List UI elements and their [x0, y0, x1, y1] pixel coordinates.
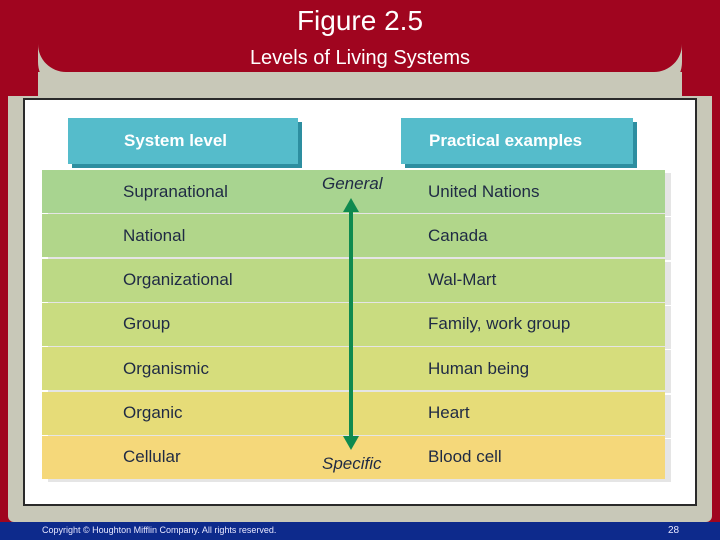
practical-example-cell: Family, work group — [428, 314, 571, 334]
practical-example-cell: Canada — [428, 225, 488, 245]
scale-label-general: General — [322, 174, 383, 193]
slide-subtitle: Levels of Living Systems — [249, 47, 471, 69]
practical-example-cell: Human being — [428, 358, 530, 378]
system-level-cell: Organic — [123, 403, 183, 422]
system-level-cell: National — [123, 225, 186, 245]
practical-example-cell: Wal-Mart — [428, 270, 497, 290]
system-level-cell: Organizational — [123, 270, 233, 290]
system-level-cell: Group — [123, 314, 171, 334]
practical-example-cell: Blood cell — [428, 447, 502, 467]
page-number: 28 — [668, 525, 680, 536]
scale-label-specific: Specific — [322, 454, 382, 473]
practical-example-cell: United Nations — [428, 181, 540, 201]
copyright-text: Copyright © Houghton Mifflin Company. All rights reserved. — [42, 525, 277, 535]
system-level-cell: Supranational — [123, 181, 228, 201]
header-system-level: System level — [68, 118, 298, 164]
system-level-cell: Organismic — [123, 358, 209, 378]
general-specific-arrow-icon — [340, 196, 362, 452]
practical-example-cell: Heart — [428, 403, 470, 422]
slide-title: Figure 2.5 — [296, 5, 424, 36]
header-practical-examples: Practical examples — [401, 118, 633, 164]
system-level-cell: Cellular — [123, 447, 181, 467]
